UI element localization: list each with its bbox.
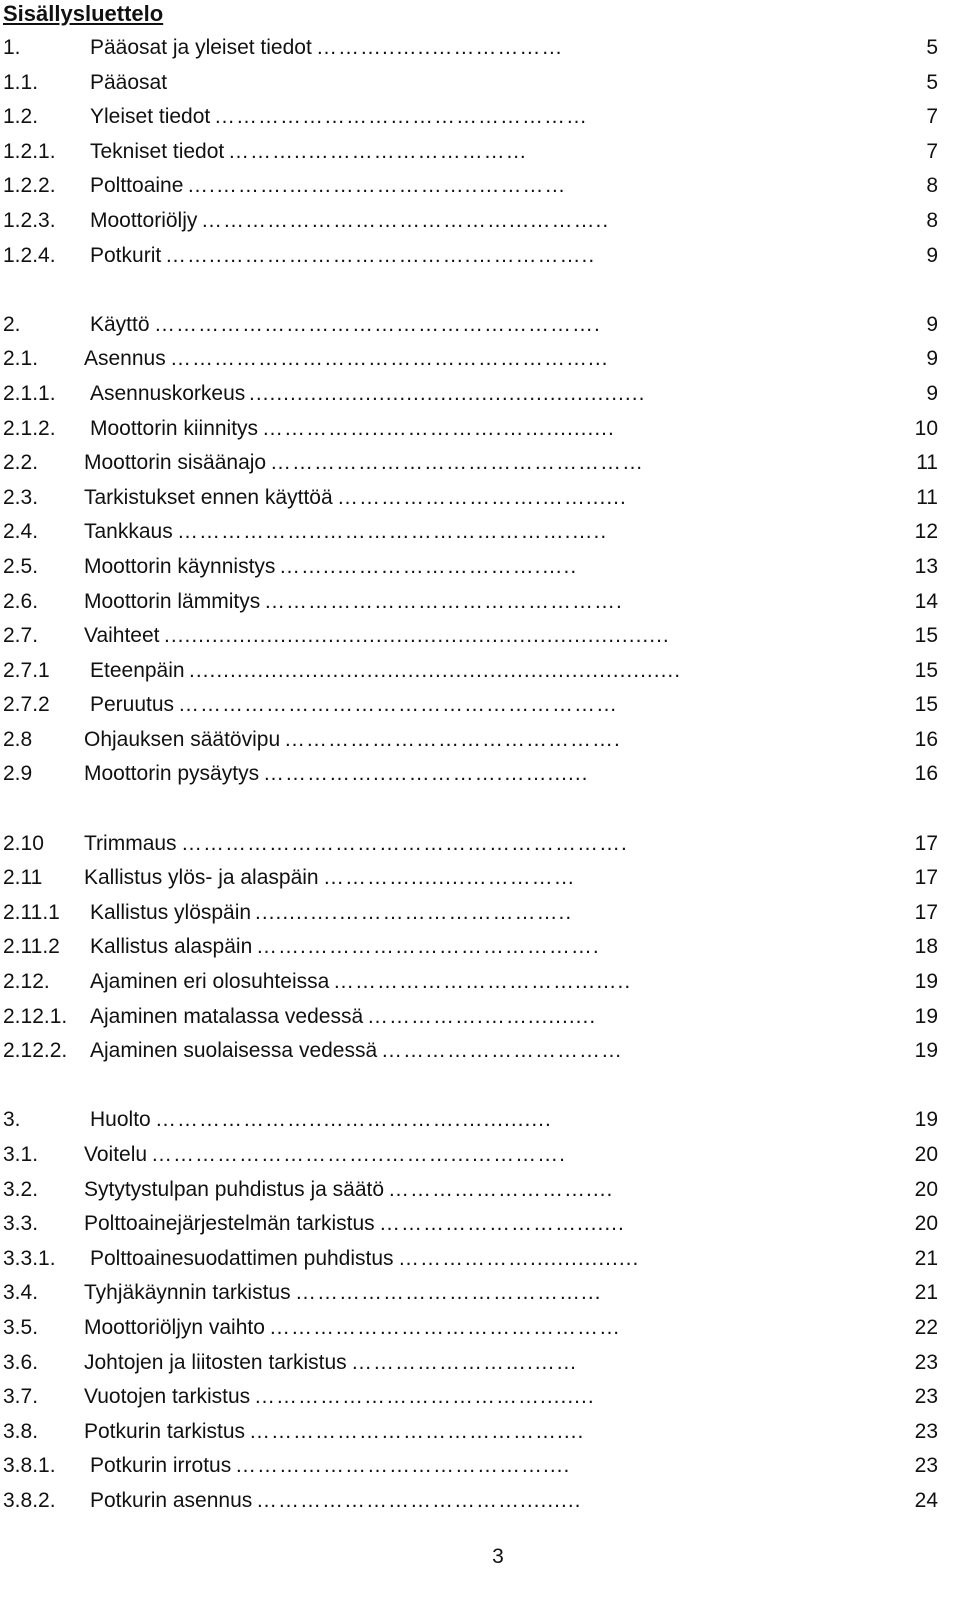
- toc-entry-number: 2.8: [3, 727, 33, 751]
- toc-spacer: [0, 1069, 960, 1104]
- toc-entry-label: Ajaminen matalassa vedessä: [90, 1004, 364, 1028]
- toc-entry[interactable]: [0, 308, 960, 343]
- toc-dot-leader: ………………..…………………………….…..: [177, 520, 608, 544]
- toc-dot-leader: …………………………………………………….: [181, 831, 628, 855]
- toc-entry-number: 1.: [3, 36, 21, 59]
- toc-entry-page: 11: [916, 451, 938, 475]
- toc-dot-leader: ………………………………………….: [264, 589, 623, 613]
- toc-entry-label: Moottorin kiinnitys: [90, 416, 259, 440]
- toc-dot-leader: …………………….……: [351, 1350, 578, 1374]
- toc-entry[interactable]: [0, 619, 960, 654]
- toc-entry-label: Huolto: [90, 1108, 151, 1132]
- toc-entry[interactable]: [0, 377, 960, 412]
- table-of-contents: [0, 31, 960, 1519]
- toc-entry-page: 21: [914, 1281, 938, 1305]
- toc-dot-leader: ……………..…………….……......: [263, 762, 589, 786]
- toc-entry-number: 2.11: [3, 866, 43, 890]
- toc-dot-leader: ………..…..………………: [316, 36, 564, 59]
- toc-entry-label: Sytytystulpan puhdistus ja säätö: [84, 1177, 385, 1201]
- toc-entry-label: Pääosat ja yleiset tiedot: [90, 36, 312, 59]
- toc-dot-leader: …………….……..........: [367, 1004, 597, 1028]
- toc-entry-page: 5: [926, 70, 938, 94]
- toc-entry-label: Moottoriöljy: [90, 208, 198, 232]
- toc-entry-number: 2.1.2.: [3, 416, 56, 440]
- toc-entry-page: 17: [914, 831, 938, 855]
- toc-entry-number: 1.2.1.: [3, 139, 56, 163]
- toc-entry[interactable]: [0, 100, 960, 135]
- toc-entry-page: 21: [914, 1246, 938, 1270]
- toc-entry[interactable]: [0, 481, 960, 516]
- toc-entry-page: 7: [926, 105, 938, 129]
- toc-entry[interactable]: [0, 342, 960, 377]
- toc-entry[interactable]: [0, 1138, 960, 1173]
- toc-entry-number: 2.: [3, 312, 21, 336]
- toc-entry-number: 1.1.: [3, 70, 39, 94]
- toc-entry-label: Peruutus: [90, 693, 175, 717]
- toc-entry-label: Tarkistukset ennen käyttöä: [84, 485, 333, 509]
- toc-entry-page: 9: [926, 243, 938, 267]
- toc-entry[interactable]: [0, 1484, 960, 1519]
- toc-entry-label: Käyttö: [90, 312, 150, 336]
- toc-entry-number: 2.11.2: [3, 935, 60, 959]
- toc-entry-page: 15: [914, 693, 938, 717]
- toc-entry-page: 22: [914, 1315, 938, 1339]
- toc-entry-page: 7: [926, 139, 938, 163]
- toc-entry-page: 19: [914, 1039, 938, 1063]
- toc-entry-page: 10: [914, 416, 938, 440]
- toc-entry[interactable]: [0, 1276, 960, 1311]
- toc-entry-label: Moottorin sisäänajo: [84, 451, 267, 475]
- toc-entry-label: Moottorin käynnistys: [84, 554, 276, 578]
- toc-entry-number: 2.7.2: [3, 693, 50, 717]
- toc-dot-leader: ………………................: [398, 1246, 640, 1270]
- toc-entry-label: Moottorin lämmitys: [84, 589, 261, 613]
- toc-entry-label: Yleiset tiedot: [90, 105, 211, 129]
- toc-entry[interactable]: [0, 965, 960, 1000]
- toc-entry-page: 15: [914, 624, 938, 648]
- toc-entry[interactable]: [0, 1242, 960, 1277]
- toc-entry-number: 2.4.: [3, 520, 39, 544]
- toc-entry[interactable]: [0, 861, 960, 896]
- toc-entry-number: 3.8.2.: [3, 1488, 56, 1512]
- toc-entry-label: Moottoriöljyn vaihto: [84, 1315, 265, 1339]
- toc-entry-page: 16: [914, 727, 938, 751]
- toc-dot-leader: ……………………………….........: [256, 1488, 582, 1512]
- toc-entry-label: Ohjauksen säätövipu: [84, 727, 281, 751]
- toc-entry[interactable]: [0, 31, 960, 66]
- toc-entry-number: 2.3.: [3, 485, 39, 509]
- toc-entry-number: 3.6.: [3, 1350, 39, 1374]
- toc-entry-page: 23: [914, 1350, 938, 1374]
- toc-entry-number: 3.3.1.: [3, 1246, 56, 1270]
- toc-entry-page: 15: [914, 658, 938, 682]
- toc-dot-leader: ……………………………………….: [284, 727, 621, 751]
- toc-dot-leader: ……………………….......: [379, 1212, 625, 1236]
- toc-entry-number: 3.8.: [3, 1419, 39, 1443]
- toc-entry[interactable]: [0, 585, 960, 620]
- toc-entry-label: Polttoainesuodattimen puhdistus: [90, 1246, 394, 1270]
- toc-entry-label: Trimmaus: [84, 831, 177, 855]
- toc-entry[interactable]: [0, 896, 960, 931]
- toc-dot-leader: ……………………………………………: [214, 105, 588, 129]
- toc-entry-number: 2.12.: [3, 970, 50, 994]
- toc-entry-page: 17: [914, 866, 938, 890]
- toc-entry-number: 2.5.: [3, 554, 39, 578]
- toc-entry-page: 11: [916, 485, 938, 509]
- toc-entry-page: 9: [926, 347, 938, 371]
- toc-entry-page: 20: [914, 1143, 938, 1166]
- toc-entry-page: 8: [926, 208, 938, 232]
- toc-dot-leader: ..........................................................................: [164, 624, 670, 648]
- toc-entry-number: 2.11.1: [3, 900, 60, 924]
- toc-entry[interactable]: [0, 930, 960, 965]
- toc-entry-label: Kallistus alaspäin: [90, 935, 253, 959]
- toc-dot-leader: …………........……………: [323, 866, 576, 890]
- toc-entry[interactable]: [0, 412, 960, 447]
- toc-entry-number: 2.1.1.: [3, 381, 56, 405]
- toc-entry-page: 23: [914, 1385, 938, 1409]
- toc-entry-number: 2.12.2.: [3, 1039, 68, 1063]
- toc-entry-label: Eteenpäin: [90, 658, 185, 682]
- toc-entry-number: 2.2.: [3, 451, 39, 475]
- toc-entry[interactable]: [0, 1380, 960, 1415]
- toc-dot-leader: ........................................................................: [189, 658, 682, 682]
- toc-entry[interactable]: [0, 1415, 960, 1450]
- toc-entry[interactable]: [0, 1207, 960, 1242]
- toc-entry[interactable]: [0, 66, 960, 101]
- toc-entry[interactable]: [0, 1034, 960, 1069]
- toc-spacer: [0, 792, 960, 827]
- toc-entry-label: Vaihteet: [84, 624, 160, 648]
- toc-entry[interactable]: [0, 1311, 960, 1346]
- toc-dot-leader: ……………………………………………………: [178, 693, 618, 717]
- toc-entry[interactable]: [0, 757, 960, 792]
- toc-entry[interactable]: [0, 1346, 960, 1381]
- toc-entry-number: 3.1.: [3, 1143, 39, 1166]
- toc-entry-label: Tankkaus: [84, 520, 173, 544]
- toc-entry-label: Tekniset tiedot: [90, 139, 225, 163]
- toc-entry-number: 3.8.1.: [3, 1454, 56, 1478]
- toc-spacer: [0, 273, 960, 308]
- toc-entry-page: 23: [914, 1454, 938, 1478]
- toc-entry-label: Potkurin asennus: [90, 1488, 253, 1512]
- toc-entry[interactable]: [0, 1173, 960, 1208]
- toc-dot-leader: ……..…………………………….……………..: [165, 243, 596, 267]
- toc-dot-leader: …………………………………………………….: [154, 312, 601, 336]
- toc-entry-label: Pääosat: [90, 70, 168, 94]
- toc-dot-leader: …………………………………………: [269, 1315, 621, 1339]
- toc-entry-page: 20: [914, 1177, 938, 1201]
- toc-entry-number: 1.2.2.: [3, 174, 56, 198]
- toc-entry[interactable]: [0, 515, 960, 550]
- toc-entry[interactable]: [0, 1449, 960, 1484]
- toc-dot-leader: …………………………………...: [295, 1281, 602, 1305]
- toc-entry[interactable]: [0, 169, 960, 204]
- toc-dot-leader: …………………………………………………...: [170, 347, 609, 371]
- toc-entry-page: 17: [914, 900, 938, 924]
- toc-entry-number: 3.: [3, 1108, 21, 1132]
- toc-entry[interactable]: [0, 550, 960, 585]
- toc-entry-page: 5: [926, 36, 938, 59]
- toc-dot-leader: ……………………………: [381, 1039, 623, 1063]
- toc-dot-leader: ………..…………………………: [228, 139, 528, 163]
- toc-entry-page: 19: [914, 1004, 938, 1028]
- toc-entry-number: 2.6.: [3, 589, 39, 613]
- toc-entry-page: 12: [914, 520, 938, 544]
- toc-entry-number: 3.5.: [3, 1315, 39, 1339]
- toc-dot-leader: …………………………………........: [254, 1385, 595, 1409]
- toc-entry[interactable]: [0, 446, 960, 481]
- toc-dot-leader: …………………..……………….…..........: [155, 1108, 552, 1132]
- toc-entry-page: 8: [926, 174, 938, 198]
- toc-entry-page: 9: [926, 312, 938, 336]
- toc-entry-label: Tyhjäkäynnin tarkistus: [84, 1281, 291, 1305]
- toc-dot-leader: ……………..…………….……..........: [262, 416, 615, 440]
- toc-dot-leader: ………………………....: [388, 1177, 614, 1201]
- toc-entry-label: Ajaminen suolaisessa vedessä: [90, 1039, 378, 1063]
- toc-dot-leader: ……………………………………………: [270, 451, 644, 475]
- toc-dot-leader: …………………………..………...………….: [151, 1143, 567, 1166]
- toc-entry-label: Asennus: [84, 347, 166, 371]
- toc-entry[interactable]: [0, 688, 960, 723]
- toc-entry[interactable]: [0, 1103, 960, 1138]
- toc-dot-leader: ……………………………………....: [249, 1419, 585, 1443]
- toc-entry-label: Johtojen ja liitosten tarkistus: [84, 1350, 347, 1374]
- toc-entry-page: 19: [914, 1108, 938, 1132]
- toc-entry-label: Polttoaine: [90, 174, 184, 198]
- toc-dot-leader: ….……….……………………..…………: [187, 174, 567, 198]
- toc-entry-label: Potkurit: [90, 243, 162, 267]
- toc-entry-number: 3.4.: [3, 1281, 39, 1305]
- toc-entry-label: Kallistus ylöspäin: [90, 900, 252, 924]
- toc-dot-leader: ……………………………………....: [235, 1454, 571, 1478]
- toc-entry-page: 20: [914, 1212, 938, 1236]
- page-number-footer: 3: [492, 1545, 504, 1568]
- toc-entry-number: 2.1.: [3, 347, 39, 371]
- page-title: Sisällysluettelo: [3, 1, 164, 26]
- toc-dot-leader: ..........................................................: [249, 381, 646, 405]
- toc-entry-number: 2.10: [3, 831, 44, 855]
- toc-entry-page: 24: [914, 1488, 938, 1512]
- toc-entry-label: Kallistus ylös- ja alaspäin: [84, 866, 319, 890]
- toc-entry-page: 16: [914, 762, 938, 786]
- toc-entry[interactable]: [0, 723, 960, 758]
- toc-entry-label: Asennuskorkeus: [90, 381, 246, 405]
- toc-entry-label: Polttoainejärjestelmän tarkistus: [84, 1212, 375, 1236]
- toc-entry-label: Potkurin irrotus: [90, 1454, 232, 1478]
- toc-entry-number: 2.7.1: [3, 658, 50, 682]
- toc-entry-page: 14: [914, 589, 938, 613]
- toc-entry-number: 2.9: [3, 762, 33, 786]
- toc-dot-leader: ……………………….……......: [337, 485, 627, 509]
- toc-entry[interactable]: [0, 1000, 960, 1035]
- toc-entry-label: Voitelu: [84, 1143, 148, 1166]
- toc-dot-leader: ……………………………………...………..: [201, 208, 610, 232]
- toc-entry[interactable]: [0, 827, 960, 862]
- toc-entry[interactable]: [0, 654, 960, 689]
- toc-dot-leader: ........….…………………………..: [255, 900, 573, 924]
- toc-entry-label: Ajaminen eri olosuhteissa: [90, 970, 330, 994]
- toc-entry-number: 3.7.: [3, 1385, 39, 1409]
- toc-dot-leader: ……..……………………….…..: [279, 554, 578, 578]
- toc-entry-page: 23: [914, 1419, 938, 1443]
- toc-entry-page: 19: [914, 970, 938, 994]
- toc-entry-label: Vuotojen tarkistus: [84, 1385, 251, 1409]
- toc-entry-number: 1.2.4.: [3, 243, 56, 267]
- toc-entry-page: 18: [914, 935, 938, 959]
- toc-entry[interactable]: [0, 204, 960, 239]
- toc-entry-number: 3.2.: [3, 1177, 39, 1201]
- toc-entry-number: 2.7.: [3, 624, 39, 648]
- toc-entry-number: 1.2.3.: [3, 208, 56, 232]
- toc-entry-label: Moottorin pysäytys: [84, 762, 260, 786]
- toc-entry[interactable]: [0, 239, 960, 274]
- toc-entry-label: Potkurin tarkistus: [84, 1419, 246, 1443]
- toc-dot-leader: …….………………………………….: [256, 935, 600, 959]
- toc-entry-number: 2.12.1.: [3, 1004, 68, 1028]
- toc-entry[interactable]: [0, 135, 960, 170]
- toc-entry-number: 1.2.: [3, 105, 39, 129]
- toc-dot-leader: ……………………………...…..: [333, 970, 632, 994]
- toc-entry-page: 9: [926, 381, 938, 405]
- toc-entry-page: 13: [914, 554, 938, 578]
- toc-entry-number: 3.3.: [3, 1212, 39, 1236]
